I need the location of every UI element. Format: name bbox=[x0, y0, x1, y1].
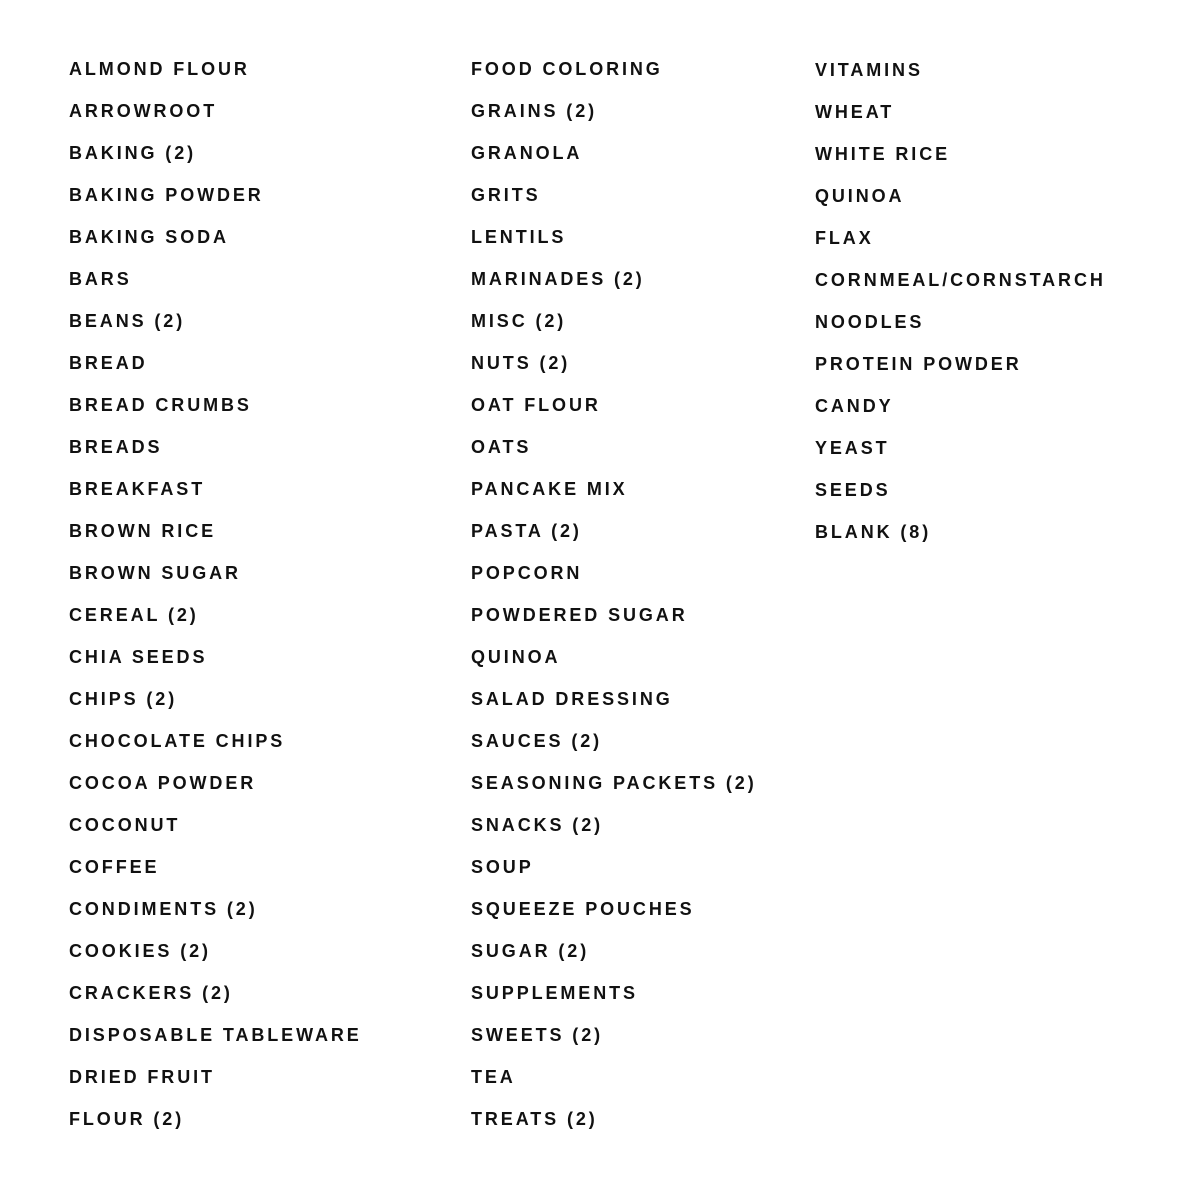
label-item: QUINOA bbox=[815, 186, 905, 206]
label-item: BREAD CRUMBS bbox=[69, 395, 252, 415]
label-item: SUPPLEMENTS bbox=[471, 983, 638, 1003]
label-item: CANDY bbox=[815, 396, 894, 416]
label-item: SOUP bbox=[471, 857, 534, 877]
label-list-column-2 bbox=[471, 58, 757, 1150]
label-item: LENTILS bbox=[471, 227, 567, 247]
label-item: SQUEEZE POUCHES bbox=[471, 899, 695, 919]
label-item: BREAKFAST bbox=[69, 479, 206, 499]
label-item: CHIA SEEDS bbox=[69, 647, 208, 667]
label-item: OAT FLOUR bbox=[471, 395, 601, 415]
label-list-column-3 bbox=[815, 59, 1106, 563]
label-item: COCOA POWDER bbox=[69, 773, 257, 793]
label-item: PASTA (2) bbox=[471, 521, 582, 541]
label-item: POWDERED SUGAR bbox=[471, 605, 688, 625]
label-item: SAUCES (2) bbox=[471, 731, 603, 751]
label-item: ARROWROOT bbox=[69, 101, 218, 121]
label-item: BLANK (8) bbox=[815, 522, 932, 542]
label-item: BARS bbox=[69, 269, 132, 289]
label-item: DISPOSABLE TABLEWARE bbox=[69, 1025, 362, 1045]
label-item: BREADS bbox=[69, 437, 163, 457]
label-item: FOOD COLORING bbox=[471, 59, 663, 79]
label-item: VITAMINS bbox=[815, 60, 923, 80]
label-item: PANCAKE MIX bbox=[471, 479, 628, 499]
label-item: SEEDS bbox=[815, 480, 891, 500]
label-item: CEREAL (2) bbox=[69, 605, 199, 625]
label-item: TEA bbox=[471, 1067, 516, 1087]
label-item: CHIPS (2) bbox=[69, 689, 178, 709]
label-item: SWEETS (2) bbox=[471, 1025, 604, 1045]
label-item: POPCORN bbox=[471, 563, 583, 583]
label-item: COFFEE bbox=[69, 857, 160, 877]
label-item: MISC (2) bbox=[471, 311, 567, 331]
label-item: QUINOA bbox=[471, 647, 561, 667]
label-item: CRACKERS (2) bbox=[69, 983, 233, 1003]
label-item: CORNMEAL/CORNSTARCH bbox=[815, 270, 1106, 290]
label-item: BROWN RICE bbox=[69, 521, 216, 541]
label-item: CHOCOLATE CHIPS bbox=[69, 731, 286, 751]
label-item: BEANS (2) bbox=[69, 311, 186, 331]
label-item: PROTEIN POWDER bbox=[815, 354, 1022, 374]
label-item: COCONUT bbox=[69, 815, 181, 835]
label-item: BAKING SODA bbox=[69, 227, 229, 247]
label-item: FLAX bbox=[815, 228, 874, 248]
label-item: BAKING (2) bbox=[69, 143, 196, 163]
label-list-column-1 bbox=[69, 58, 362, 1150]
label-item: GRAINS (2) bbox=[471, 101, 598, 121]
label-item: GRANOLA bbox=[471, 143, 583, 163]
label-item: GRITS bbox=[471, 185, 541, 205]
label-item: OATS bbox=[471, 437, 532, 457]
label-item: NUTS (2) bbox=[471, 353, 571, 373]
label-item: BAKING POWDER bbox=[69, 185, 264, 205]
label-item: SNACKS (2) bbox=[471, 815, 604, 835]
label-item: ALMOND FLOUR bbox=[69, 59, 250, 79]
label-item: CONDIMENTS (2) bbox=[69, 899, 258, 919]
label-item: BROWN SUGAR bbox=[69, 563, 241, 583]
label-item: FLOUR (2) bbox=[69, 1109, 185, 1129]
label-item: NOODLES bbox=[815, 312, 925, 332]
label-item: SALAD DRESSING bbox=[471, 689, 673, 709]
label-item: WHEAT bbox=[815, 102, 895, 122]
label-item: TREATS (2) bbox=[471, 1109, 598, 1129]
label-item: BREAD bbox=[69, 353, 148, 373]
label-item: YEAST bbox=[815, 438, 890, 458]
label-item: SEASONING PACKETS (2) bbox=[471, 773, 757, 793]
label-item: SUGAR (2) bbox=[471, 941, 590, 961]
label-item: MARINADES (2) bbox=[471, 269, 645, 289]
label-item: WHITE RICE bbox=[815, 144, 950, 164]
label-item: DRIED FRUIT bbox=[69, 1067, 215, 1087]
label-item: COOKIES (2) bbox=[69, 941, 211, 961]
